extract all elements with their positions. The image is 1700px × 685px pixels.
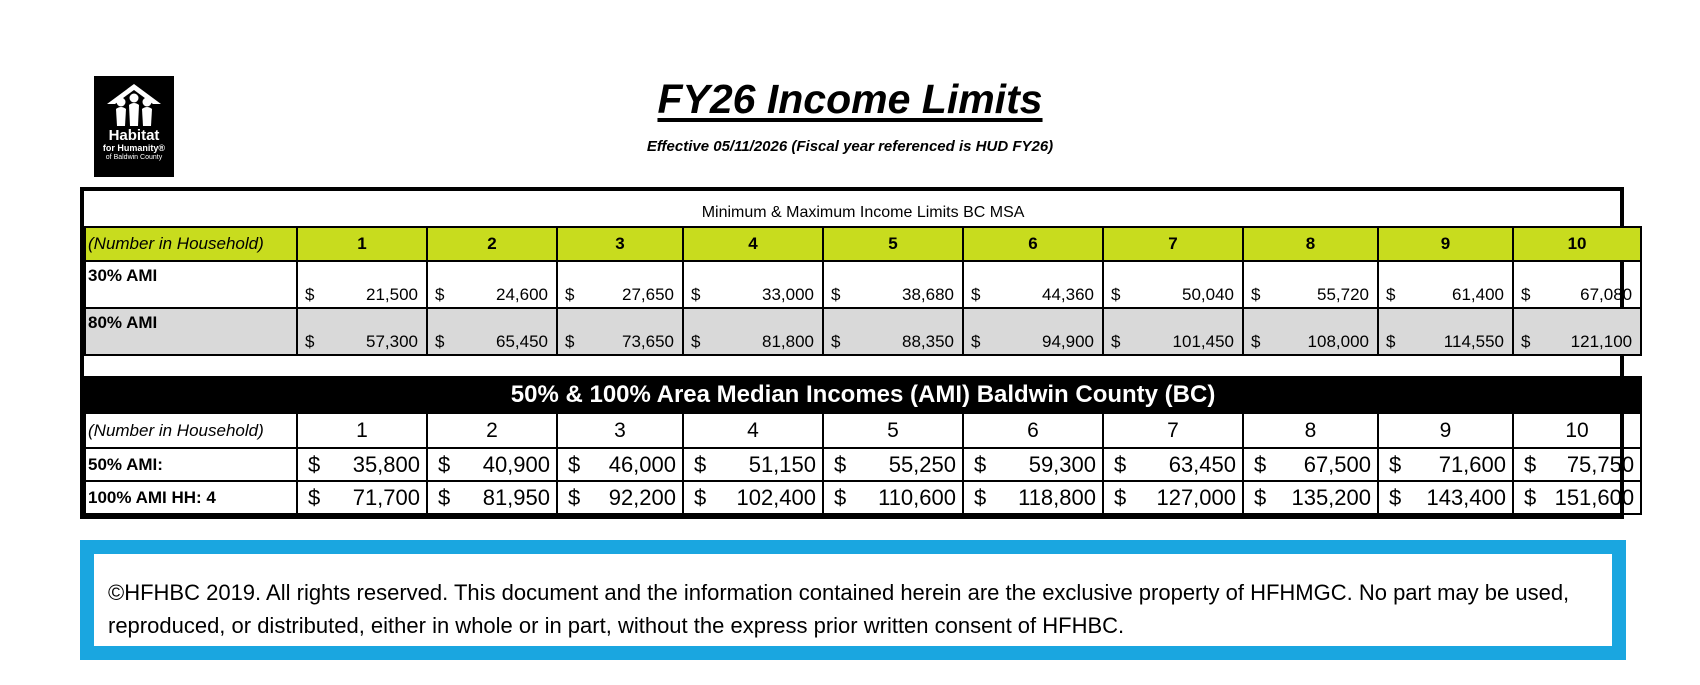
money-cell-inner [558, 485, 682, 511]
household-size-header: 7 [1103, 413, 1243, 448]
money-cell [823, 448, 963, 481]
currency-symbol: $ [834, 451, 847, 477]
money-value: 102,400 [736, 484, 816, 510]
money-value: 40,900 [482, 451, 550, 477]
table-row [85, 481, 1641, 514]
money-cell-inner [1514, 452, 1640, 478]
currency-symbol: $ [831, 332, 841, 351]
money-cell-inner [1104, 452, 1242, 478]
money-cell [683, 261, 823, 308]
logo-text-habitat: Habitat [108, 127, 160, 144]
table2-header-row [85, 413, 1641, 448]
money-cell-inner [558, 285, 682, 305]
currency-symbol: $ [1114, 451, 1127, 477]
money-value: 71,600 [1438, 451, 1506, 477]
household-size-header: 3 [557, 227, 683, 261]
household-size-header: 7 [1103, 227, 1243, 261]
currency-symbol: $ [305, 332, 315, 351]
currency-symbol: $ [1114, 484, 1127, 510]
household-size-header: 4 [683, 413, 823, 448]
money-value: 143,400 [1426, 484, 1506, 510]
money-cell [1243, 261, 1378, 308]
money-cell [1513, 308, 1641, 355]
row-label: 80% AMI [85, 308, 297, 355]
table-row [85, 448, 1641, 481]
money-cell [683, 448, 823, 481]
household-size-header: 1 [297, 413, 427, 448]
money-value: 121,100 [1570, 332, 1633, 351]
money-cell [1243, 308, 1378, 355]
money-cell [823, 261, 963, 308]
money-cell [297, 261, 427, 308]
income-limits-tables [80, 187, 1635, 519]
table-row [85, 261, 1641, 308]
currency-symbol: $ [1251, 332, 1261, 351]
money-value: 59,300 [1028, 451, 1096, 477]
money-cell-inner [824, 452, 962, 478]
money-cell [1378, 308, 1513, 355]
household-size-header: 10 [1513, 413, 1641, 448]
money-value: 75,750 [1566, 451, 1635, 477]
currency-symbol: $ [1389, 451, 1402, 477]
money-cell-inner [1514, 285, 1640, 305]
money-value: 38,680 [902, 285, 954, 304]
money-cell-inner [964, 285, 1102, 305]
money-cell-inner [1244, 332, 1377, 352]
row-label-header: (Number in Household) [85, 413, 297, 448]
household-size-header: 9 [1378, 227, 1513, 261]
money-cell-inner [428, 332, 556, 352]
money-cell-inner [558, 332, 682, 352]
money-cell [823, 481, 963, 514]
currency-symbol: $ [1524, 484, 1537, 510]
currency-symbol: $ [435, 285, 445, 304]
currency-symbol: $ [1111, 332, 1121, 351]
currency-symbol: $ [691, 285, 701, 304]
currency-symbol: $ [974, 484, 987, 510]
money-cell [963, 261, 1103, 308]
money-cell [557, 448, 683, 481]
money-cell-inner [964, 332, 1102, 352]
money-value: 118,800 [1018, 484, 1096, 510]
currency-symbol: $ [565, 332, 575, 351]
currency-symbol: $ [834, 484, 847, 510]
money-cell-inner [684, 485, 822, 511]
money-value: 55,720 [1317, 285, 1369, 304]
money-cell [1103, 448, 1243, 481]
row-label-header: (Number in Household) [85, 227, 297, 261]
currency-symbol: $ [1111, 285, 1121, 304]
currency-symbol: $ [1386, 285, 1396, 304]
currency-symbol: $ [974, 451, 987, 477]
currency-symbol: $ [1521, 285, 1531, 304]
currency-symbol: $ [691, 332, 701, 351]
money-cell-inner [964, 485, 1102, 511]
money-value: 27,650 [622, 285, 674, 304]
money-cell [297, 308, 427, 355]
money-cell [1378, 448, 1513, 481]
money-value: 81,950 [482, 484, 550, 510]
currency-symbol: $ [971, 285, 981, 304]
money-value: 151,600 [1554, 484, 1635, 510]
money-cell [1513, 261, 1641, 308]
page-title: FY26 Income Limits [657, 76, 1043, 122]
table1-header-row [85, 227, 1641, 261]
currency-symbol: $ [694, 484, 707, 510]
money-cell [297, 448, 427, 481]
money-cell-inner [824, 332, 962, 352]
household-size-header: 8 [1243, 413, 1378, 448]
money-cell-inner [298, 485, 426, 511]
money-value: 46,000 [608, 451, 676, 477]
row-label: 50% AMI: [85, 448, 297, 481]
currency-symbol: $ [694, 451, 707, 477]
money-cell [683, 481, 823, 514]
money-cell [427, 261, 557, 308]
money-cell-inner [428, 452, 556, 478]
money-value: 127,000 [1156, 484, 1236, 510]
currency-symbol: $ [305, 285, 315, 304]
table2-band-row [85, 377, 1641, 413]
household-size-header: 6 [963, 413, 1103, 448]
money-value: 135,200 [1291, 484, 1371, 510]
money-value: 73,650 [622, 332, 674, 351]
currency-symbol: $ [308, 451, 321, 477]
table2-title: 50% & 100% Area Median Incomes (AMI) Baldwin County (BC) [85, 377, 1641, 413]
money-cell-inner [298, 285, 426, 305]
money-cell-inner [558, 452, 682, 478]
copyright-text: ©HFHBC 2019. All rights reserved. This document and the information contained herein are the exclusive property of HFHMGC. No part may be used, reproduced, or distributed, either in whole or in part, without the express prior written consent of HFHBC. [94, 554, 1612, 646]
money-value: 33,000 [762, 285, 814, 304]
money-cell-inner [1104, 485, 1242, 511]
money-cell-inner [824, 285, 962, 305]
money-value: 50,040 [1182, 285, 1234, 304]
money-value: 35,800 [352, 451, 420, 477]
money-cell-inner [684, 332, 822, 352]
money-cell-inner [1244, 285, 1377, 305]
household-size-header: 5 [823, 413, 963, 448]
money-cell [1103, 481, 1243, 514]
currency-symbol: $ [971, 332, 981, 351]
currency-symbol: $ [1254, 484, 1267, 510]
money-cell [1513, 448, 1641, 481]
logo-text-county: of Baldwin County [105, 154, 163, 161]
household-size-header: 3 [557, 413, 683, 448]
money-cell [1378, 481, 1513, 514]
currency-symbol: $ [568, 451, 581, 477]
money-cell-inner [684, 452, 822, 478]
household-size-header: 6 [963, 227, 1103, 261]
household-size-header: 5 [823, 227, 963, 261]
money-value: 63,450 [1168, 451, 1236, 477]
money-cell [557, 481, 683, 514]
money-value: 57,300 [366, 332, 418, 351]
currency-symbol: $ [1389, 484, 1402, 510]
money-value: 92,200 [608, 484, 676, 510]
money-cell [1103, 308, 1243, 355]
currency-symbol: $ [438, 451, 451, 477]
spacer-row [85, 355, 1641, 377]
money-cell-inner [1379, 332, 1512, 352]
money-cell [427, 481, 557, 514]
table-row [85, 308, 1641, 355]
money-cell [1378, 261, 1513, 308]
household-size-header: 10 [1513, 227, 1641, 261]
row-label: 100% AMI HH: 4 [85, 481, 297, 514]
household-size-header: 1 [297, 227, 427, 261]
money-cell-inner [1514, 332, 1640, 352]
money-cell-inner [298, 332, 426, 352]
copyright-box [80, 540, 1626, 660]
household-size-header: 8 [1243, 227, 1378, 261]
money-cell [427, 308, 557, 355]
page-subtitle: Effective 05/11/2026 (Fiscal year referenced is HUD FY26) [646, 138, 1054, 155]
money-value: 44,360 [1042, 285, 1094, 304]
money-cell [1243, 448, 1378, 481]
money-cell-inner [1244, 452, 1377, 478]
money-value: 51,150 [748, 451, 816, 477]
currency-symbol: $ [1386, 332, 1396, 351]
currency-symbol: $ [1521, 332, 1531, 351]
money-cell-inner [1104, 285, 1242, 305]
currency-symbol: $ [1251, 285, 1261, 304]
money-cell-inner [428, 485, 556, 511]
money-cell-inner [964, 452, 1102, 478]
money-cell [963, 448, 1103, 481]
currency-symbol: $ [1254, 451, 1267, 477]
currency-symbol: $ [435, 332, 445, 351]
money-cell [963, 308, 1103, 355]
money-cell [823, 308, 963, 355]
money-cell-inner [1104, 332, 1242, 352]
money-cell [1243, 481, 1378, 514]
currency-symbol: $ [568, 484, 581, 510]
money-value: 81,800 [762, 332, 814, 351]
money-cell-inner [1379, 285, 1512, 305]
money-value: 114,550 [1443, 332, 1504, 351]
money-value: 67,500 [1303, 451, 1371, 477]
money-cell [1103, 261, 1243, 308]
money-cell [297, 481, 427, 514]
money-value: 94,900 [1042, 332, 1094, 351]
money-value: 65,450 [496, 332, 548, 351]
household-size-header: 2 [427, 413, 557, 448]
household-size-header: 2 [427, 227, 557, 261]
currency-symbol: $ [565, 285, 575, 304]
household-size-header: 9 [1378, 413, 1513, 448]
money-cell-inner [428, 285, 556, 305]
household-size-header: 4 [683, 227, 823, 261]
money-cell [557, 308, 683, 355]
money-value: 71,700 [352, 484, 420, 510]
money-cell-inner [1514, 485, 1640, 511]
money-value: 24,600 [496, 285, 548, 304]
money-cell [1513, 481, 1641, 514]
money-cell-inner [1244, 485, 1377, 511]
currency-symbol: $ [831, 285, 841, 304]
money-value: 21,500 [366, 285, 418, 304]
money-cell-inner [684, 285, 822, 305]
money-value: 61,400 [1452, 285, 1504, 304]
money-value: 108,000 [1307, 332, 1369, 351]
money-cell-inner [298, 452, 426, 478]
money-cell [557, 261, 683, 308]
money-value: 101,450 [1172, 332, 1234, 351]
money-cell-inner [1379, 452, 1512, 478]
money-cell [427, 448, 557, 481]
money-cell-inner [1379, 485, 1512, 511]
currency-symbol: $ [438, 484, 451, 510]
logo-text-for-humanity: for Humanity® [102, 143, 166, 153]
money-value: 55,250 [888, 451, 956, 477]
money-value: 67,080 [1580, 285, 1633, 304]
currency-symbol: $ [1524, 451, 1537, 477]
money-cell [963, 481, 1103, 514]
currency-symbol: $ [308, 484, 321, 510]
money-value: 88,350 [902, 332, 954, 351]
money-cell [683, 308, 823, 355]
caption-row [85, 191, 1641, 227]
row-label: 30% AMI [85, 261, 297, 308]
spacer-cell [85, 355, 1641, 377]
money-value: 110,600 [878, 484, 956, 510]
money-cell-inner [824, 485, 962, 511]
table1-caption: Minimum & Maximum Income Limits BC MSA [85, 191, 1641, 227]
income-table [84, 191, 1642, 515]
